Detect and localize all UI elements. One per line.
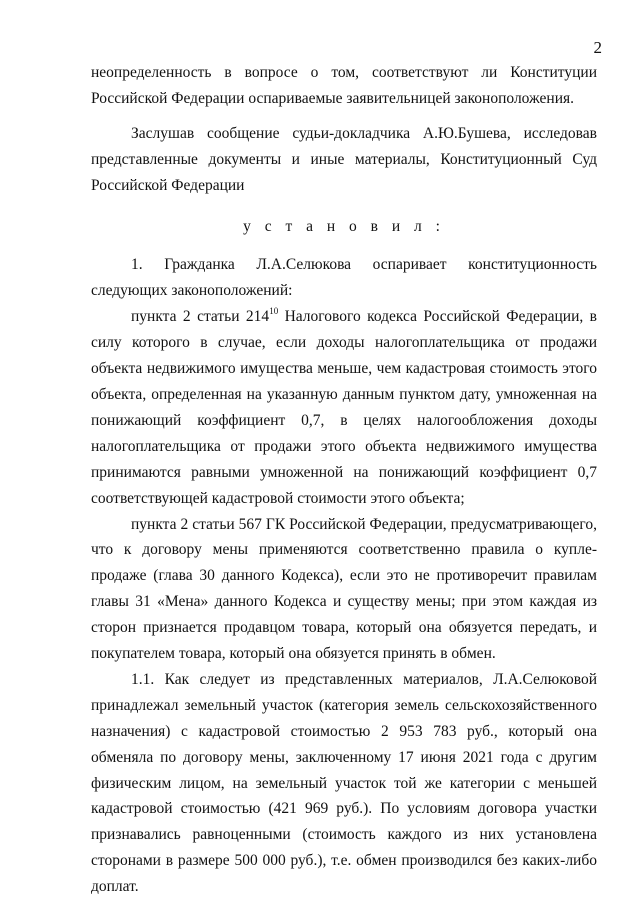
paragraph-1: 1. Гражданка Л.А.Селюкова оспаривает конституционность следующих законоположений: bbox=[91, 256, 597, 300]
section-heading: у с т а н о в и л : bbox=[243, 217, 445, 235]
paragraph-continuation: неопределенность в вопросе о том, соответствуют ли Конституции Российской Федерации оспариваемые заявительницей законоположения. bbox=[91, 64, 597, 107]
page-number: 2 bbox=[593, 38, 602, 57]
paragraph-1-1: 1.1. Как следует из представленных материалов, Л.А.Селюковой принадлежал земельный участок (категория земель сельскохозяйственного назначения) с кадастровой стоимостью 2 953 783 руб., который она обменяла по договору мены, заключенному 17 июня 2021 года с другим физическим лицом, на земельный участок той же категории с меньшей кадастровой стоимостью (421 969 руб.). По условиям договора участки признавались равноценными (стоимость каждого из них установлена сторонами в размере 500 000 руб.), т.е. обмен производился без каких-либо доплат. bbox=[91, 670, 597, 896]
document-body bbox=[91, 60, 597, 900]
paragraph-civil-code: пункта 2 статьи 567 ГК Российской Федерации, предусматривающего, что к договору мены применяются соответственно правила о купле-продаже (глава 30 данного Кодекса), если это не противоречит правилам главы 31 «Мена» данного Кодекса и существу мены; при этом каждая из сторон признается продавцом товара, который она обязуется передать, и покупателем товара, который она обязуется принять в обмен. bbox=[91, 515, 597, 663]
tax-code-article: пункта 2 статьи 214 bbox=[131, 308, 270, 326]
tax-code-text: Налогового кодекса Российской Федерации, в силу которого в случае, если доходы налогоплательщика от продажи объекта недвижимого имущества меньше, чем кадастровая стоимость этого объекта, определенная на указанную данным пунктом дату, умноженная на понижающий коэффициент 0,7, в целях налогообложения доходы налогоплательщика от продажи этого объекта недвижимого имущества принимаются равными умноженной на понижающий коэффициент 0,7 соответствующей кадастровой стоимости этого объекта; bbox=[91, 308, 597, 507]
paragraph-tax-code bbox=[91, 304, 597, 511]
article-superscript: 10 bbox=[269, 306, 279, 317]
paragraph-hearing: Заслушав сообщение судьи-докладчика А.Ю.Бушева, исследовав представленные документы и иные материалы, Конституционный Суд Российской Федерации bbox=[91, 124, 597, 194]
